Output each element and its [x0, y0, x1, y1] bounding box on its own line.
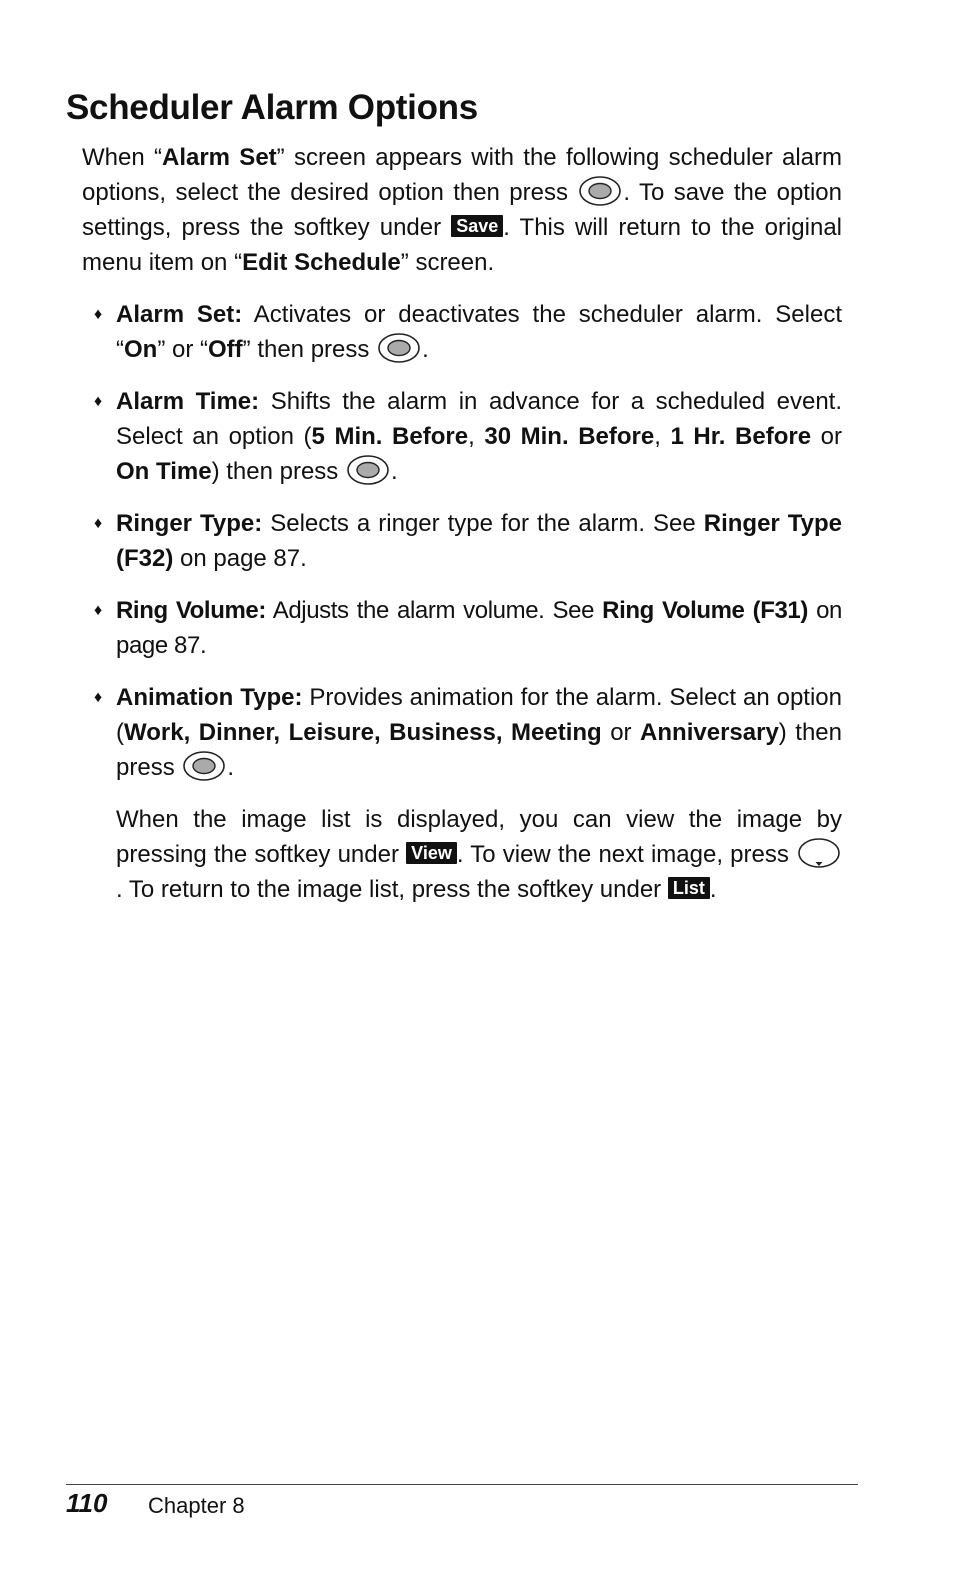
page-number: 110 [66, 1488, 108, 1518]
ok-key-icon [578, 175, 622, 207]
intro-paragraph: When “Alarm Set” screen appears with the following scheduler alarm options, select the desired option then press . To save the option settings, press the softkey under Save . This will return to the original menu item on “Edit Schedule” screen. [82, 144, 843, 276]
nav-down-key-icon [797, 837, 841, 869]
ok-key-icon [346, 454, 390, 486]
bullet-diamond-icon: ♦ [94, 689, 103, 706]
ok-key-icon [377, 332, 421, 364]
bullet-diamond-icon: ♦ [94, 306, 103, 323]
list-softkey-label: List [668, 877, 710, 899]
image-list-paragraph: When the image list is displayed, you can view the image by pressing the softkey under View . To view the next image, press . To return to the image list, press the softkey under List . [116, 806, 842, 903]
ok-key-icon [182, 750, 226, 782]
list-item-animation-type: ♦ Animation Type: Provides animation for the alarm. Select an option (Work, Dinner, Leisure, Business, Meeting or Anniversary) then press . [94, 680, 842, 785]
list-item-alarm-set: ♦ Alarm Set: Activates or deactivates the scheduler alarm. Select “On” or “Off” then press . [94, 297, 842, 367]
page-title: Scheduler Alarm Options [66, 88, 478, 127]
save-softkey-label: Save [451, 215, 503, 237]
bullet-diamond-icon: ♦ [94, 515, 103, 532]
view-softkey-label: View [406, 842, 457, 864]
footer-divider [66, 1484, 858, 1485]
bullet-diamond-icon: ♦ [94, 393, 103, 410]
list-item-ringer-type: ♦ Ringer Type: Selects a ringer type for the alarm. See Ringer Type (F32) on page 87. [94, 506, 842, 576]
list-item-ring-volume: ♦ Ring Volume: Adjusts the alarm volume. See Ring Volume (F31) on page 87. [94, 593, 842, 663]
chapter-label: Chapter 8 [148, 1493, 245, 1518]
bullet-diamond-icon: ♦ [94, 602, 102, 619]
list-item-alarm-time: ♦ Alarm Time: Shifts the alarm in advance for a scheduled event. Select an option (5 Min. Before, 30 Min. Before, 1 Hr. Before or On Time) then press . [94, 384, 842, 489]
